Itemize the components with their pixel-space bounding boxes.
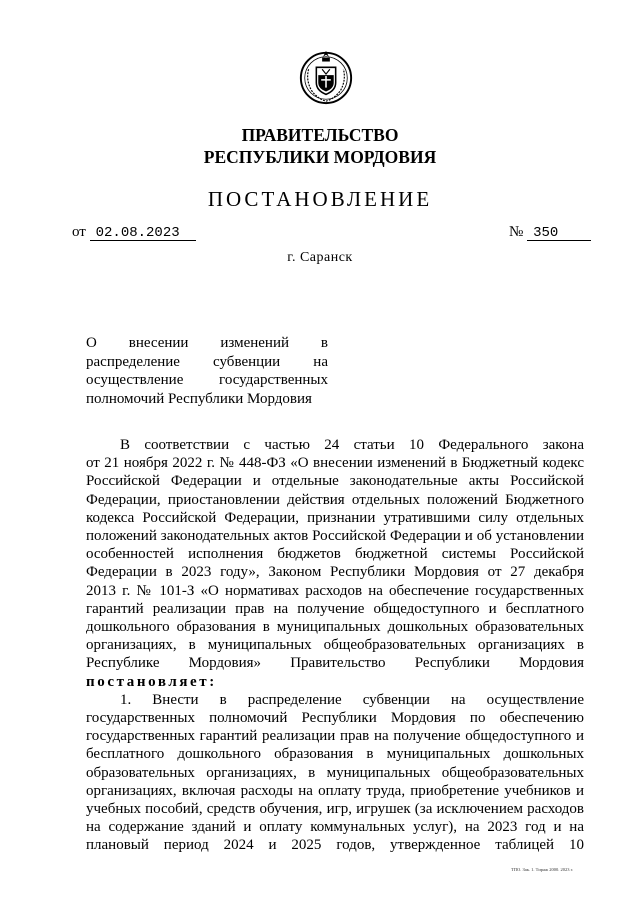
republic-title: РЕСПУБЛИКИ МОРДОВИЯ	[203, 147, 437, 167]
body-line: плановый период 2024 и 2025 годов, утвержденное таблицей 10	[86, 837, 584, 854]
government-title: ПРАВИТЕЛЬСТВО	[241, 125, 399, 145]
body-line: Республике Мордовия» Правительство Республики Мордовия	[86, 655, 584, 672]
body-line: организациях, в муниципальных общеобразовательных организациях в	[86, 637, 584, 654]
body-line: Федерации в 2023 году», Законом Республики Мордовия от 27 декабря	[86, 564, 584, 581]
date-value: 02.08.2023	[90, 226, 196, 241]
number-value: 350	[527, 226, 591, 241]
city-label: г. Саранск	[287, 250, 353, 265]
document-type-title: ПОСТАНОВЛЕНИЕ	[207, 187, 433, 211]
body-line: бесплатного дошкольного образования в муниципальных дошкольных	[86, 746, 584, 763]
body-line: особенностей исполнения бюджетов бюджетной системы Российской	[86, 546, 584, 563]
body-line: 1. Внести в распределение субвенции на осуществление	[120, 691, 584, 708]
subject-line: распределение субвенции на	[86, 353, 328, 370]
document-subject	[86, 334, 328, 408]
body-line: кодекса Российской Федерации, признании утратившими силу отдельных	[86, 509, 584, 526]
document-number	[509, 224, 591, 241]
body-line: организациях, включая расходы на оплату труда, приобретение учебников и	[86, 782, 584, 799]
subject-line: О внесении изменений в	[86, 335, 328, 351]
body-line: положений законодательных актов Российской Федерации и об установлении	[86, 528, 584, 545]
body-line: дошкольного образования в муниципальных дошкольных образовательных	[86, 619, 584, 636]
print-note: ТПО. Зак. 1. Тираж 2000. 2023 г.	[511, 867, 574, 872]
body-line: В соответствии с частью 24 статьи 10 Федерального закона	[120, 437, 584, 453]
subject-line: осуществление государственных	[86, 372, 328, 388]
date-prefix: от	[72, 224, 86, 240]
body-line: государственных гарантий реализации прав на получение общедоступного и	[86, 728, 584, 745]
body-line: образовательных организациях, в муниципальных общеобразовательных	[86, 764, 584, 781]
body-line: 2013 г. № 101-З «О нормативах расходов на обеспечение государственных	[86, 582, 584, 599]
body-line: гарантий реализации прав на получение общедоступного и бесплатного	[86, 600, 584, 617]
body-line: Федерации, приостановлении действия отдельных положений Бюджетного	[86, 491, 584, 508]
coat-of-arms-icon	[297, 48, 355, 106]
body-line: учебных пособий, средств обучения, игр, игрушек (за исключением расходов	[86, 801, 584, 818]
subject-line: полномочий Республики Мордовия	[86, 390, 312, 407]
body-line: Российской Федерации и отдельные законодательные акты Российской	[86, 473, 584, 490]
body-line: на содержание зданий и оплату коммунальных услуг), на 2023 год и на	[86, 819, 584, 836]
body-line: от 21 ноября 2022 г. № 448-ФЗ «О внесении изменений в Бюджетный кодекс	[86, 455, 584, 472]
document-body	[86, 436, 584, 855]
number-prefix: №	[509, 224, 524, 240]
body-line: государственных полномочий Республики Мордовия по обеспечению	[86, 710, 584, 727]
document-date	[72, 224, 196, 241]
resolution-keyword: постановляет:	[86, 673, 217, 690]
